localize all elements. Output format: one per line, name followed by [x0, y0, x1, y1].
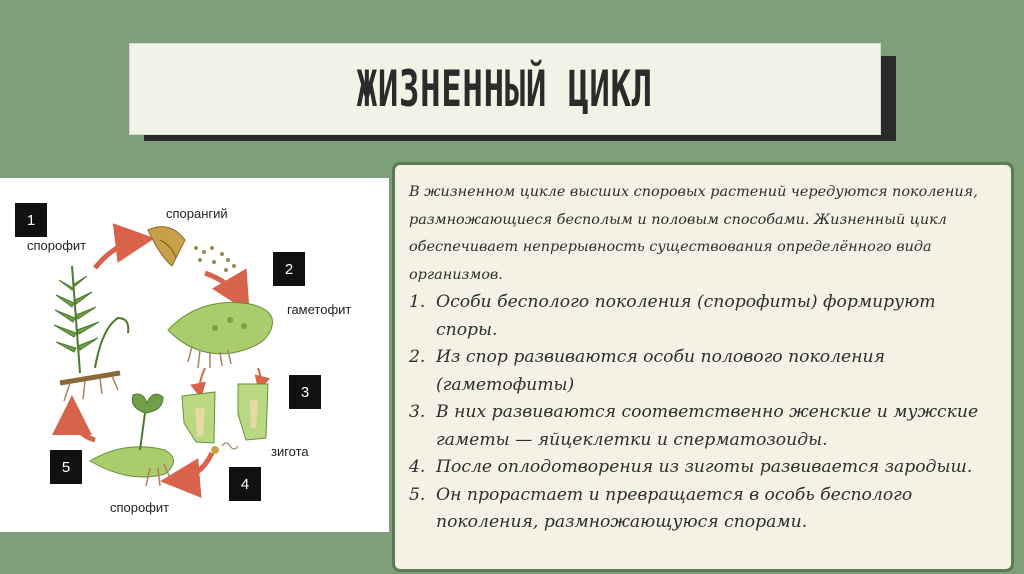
step-item-number: 4. — [409, 457, 426, 477]
step-item — [409, 289, 999, 344]
steps-list — [409, 289, 999, 537]
gametophyte-illustration — [168, 302, 273, 368]
step-item-text: В них развиваются соответственно женские и мужские гаметы — яйцеклетки и сперматозоиды. — [436, 402, 979, 450]
step-item-text: Из спор развиваются особи полового поколения (гаметофиты) — [436, 347, 885, 395]
label-gametophyte: гаметофит — [287, 302, 352, 317]
arrow-sporophyte-to-sporangium — [95, 240, 140, 268]
zygote-illustration — [211, 443, 238, 454]
arrow-zygote-to-young-sporophyte — [175, 453, 212, 480]
step-number-5: 5 — [50, 450, 82, 484]
page-title: ЖИЗНЕННЫЙ ЦИКЛ — [356, 60, 654, 118]
life-cycle-diagram — [0, 178, 389, 532]
intro-paragraph: В жизненном цикле высших споровых растений чередуются поколения, размножающиеся бесполым и половым способами. Жизненный цикл обеспечивает непрерывность существования определённого вида организмов. — [409, 184, 978, 283]
step-item-number: 5. — [409, 484, 426, 505]
step-item — [409, 454, 999, 482]
sporangium-illustration — [148, 227, 236, 272]
young-sporophyte-illustration — [90, 394, 174, 486]
arrow-sporangium-to-gametophyte — [205, 273, 242, 300]
arrow-young-to-adult-sporophyte — [72, 410, 95, 440]
step-item-text: Он прорастает и превращается в особь бесполого поколения, размножающуюся спорами. — [436, 484, 913, 532]
text-panel — [392, 162, 1014, 572]
step-item — [409, 399, 999, 454]
step-number-1: 1 — [15, 203, 47, 237]
step-number-3: 3 — [289, 375, 321, 409]
step-item-text: Особи бесполого поколения (спорофиты) формируют споры. — [436, 292, 936, 340]
step-item-number: 3. — [409, 402, 426, 422]
step-number-4: 4 — [229, 467, 261, 501]
step-item — [409, 344, 999, 399]
antheridium-illustration — [238, 384, 268, 440]
archegonium-illustration — [182, 392, 215, 443]
label-sporophyte-top: спорофит — [27, 238, 87, 253]
label-zygote: зигота — [271, 444, 309, 459]
step-item-number: 2. — [409, 347, 426, 367]
label-sporangium: спорангий — [166, 206, 228, 221]
label-sporophyte-bottom: спорофит — [110, 500, 170, 515]
fern-sporophyte — [54, 266, 128, 401]
arrow-gametophyte-to-archegonia — [200, 368, 205, 393]
step-item — [409, 482, 999, 537]
step-item-text: После оплодотворения из зиготы развивается зародыш. — [436, 457, 973, 477]
step-item-number: 1. — [409, 292, 426, 312]
step-number-2: 2 — [273, 252, 305, 286]
title-banner — [129, 43, 881, 135]
arrow-gametophyte-to-antheridia — [258, 368, 261, 386]
